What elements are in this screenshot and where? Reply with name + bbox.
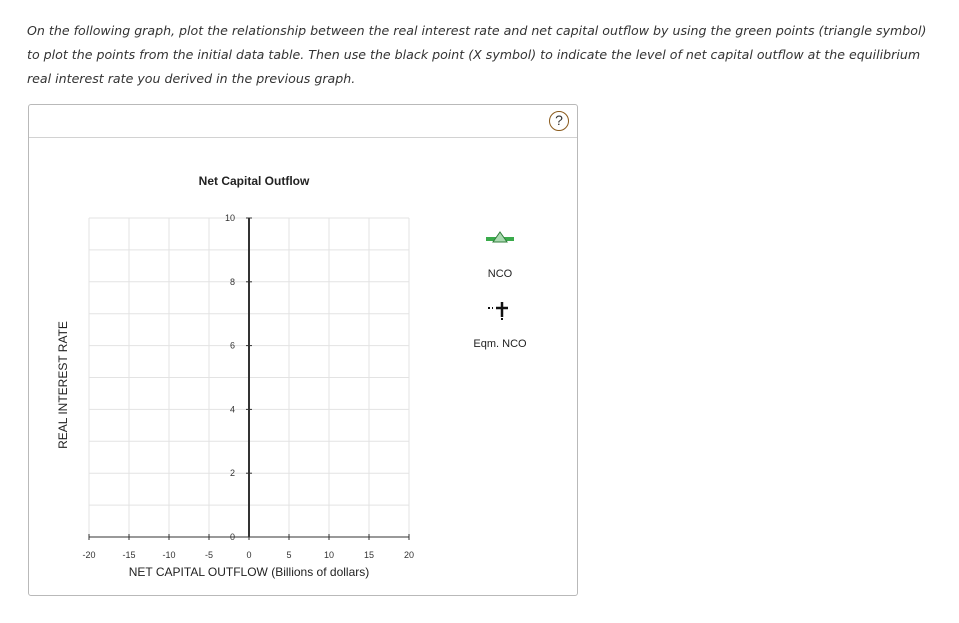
graph-area[interactable] bbox=[29, 105, 577, 595]
y-tick-label: 6 bbox=[229, 340, 235, 351]
nco-triangle-tool[interactable] bbox=[485, 230, 515, 246]
nco-legend-label: NCO bbox=[487, 268, 513, 280]
y-tick-label: 4 bbox=[229, 404, 235, 415]
chart-title: Net Capital Outflow bbox=[198, 174, 310, 188]
x-tick-label: -15 bbox=[122, 550, 136, 560]
y-tick-label: 2 bbox=[229, 468, 235, 479]
x-axis-label: NET CAPITAL OUTFLOW (Billions of dollars) bbox=[128, 565, 370, 579]
graph-panel bbox=[28, 104, 578, 596]
help-button[interactable]: ? bbox=[549, 111, 569, 131]
x-tick-label: -5 bbox=[204, 550, 214, 560]
x-tick-label: 5 bbox=[286, 550, 292, 560]
y-tick-label: 8 bbox=[229, 276, 235, 287]
plus-cross-icon bbox=[496, 302, 508, 322]
x-tick-label: 20 bbox=[403, 550, 415, 560]
eqm-nco-cross-tool[interactable] bbox=[486, 301, 514, 323]
x-tick-label: -10 bbox=[162, 550, 176, 560]
x-tick-label: 15 bbox=[363, 550, 375, 560]
y-axis-label-text: REAL INTEREST RATE bbox=[56, 321, 70, 449]
eqm-nco-legend-label: Eqm. NCO bbox=[473, 338, 527, 350]
x-tick-label: 0 bbox=[246, 550, 252, 560]
y-tick-label: 0 bbox=[229, 532, 235, 542]
x-tick-label: -20 bbox=[82, 550, 96, 560]
instructions-text: On the following graph, plot the relationship between the real interest rate and net capital outflow by using the green points (triangle symbol) to plot the points from the initial data table. Then use the black point (X symbol) to indicate the level of net capital outflow at the equilibrium real interest rate you derived in the previous graph. bbox=[27, 23, 927, 86]
x-tick-label: 10 bbox=[323, 550, 335, 560]
y-tick-label: 10 bbox=[224, 213, 235, 223]
